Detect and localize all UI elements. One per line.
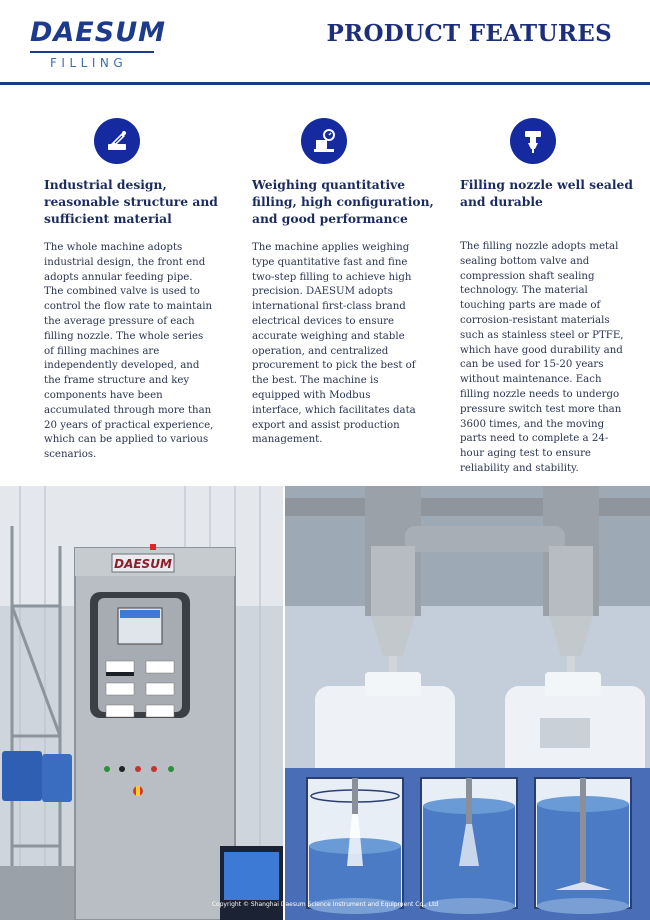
filling-nozzles-photo [285, 486, 650, 920]
feature-description: The whole machine adopts industrial design, the front end adopts annular feeding pipe. The combined valve is used to control the flow rate to maintain the average pressure of each filling nozzle. The whole series of filling machines are independently developed, and the frame structure and key components have been accumulated through more than 20 years of practical experience, which can be applied to various scenarios. [44, 242, 214, 461]
feature-title: Weighing quantitative filling, high configuration, and good performance [252, 177, 434, 226]
page-header [0, 0, 650, 86]
feature-section [0, 86, 650, 486]
logo-divider [30, 51, 154, 53]
feature-title: Industrial design, reasonable structure and sufficient material [44, 177, 218, 226]
feature-description: The filling nozzle adopts metal sealing bottom valve and compression shaft sealing technology. The material touching parts are made of corrosion-resistant materials such as stainless steel or PTFE, which have good durability and can be used for 15-20 years without maintenance. Each filling nozzle needs to undergo pressure switch test more than 3600 times, and the moving parts need to complete a 24-hour aging test to ensure reliability and stability. [460, 241, 624, 474]
brand-name: DAESUM [30, 17, 166, 48]
industrial-design-icon [94, 118, 140, 164]
copyright-notice: Copyright © Shanghai Daesum Science Instrument and Equipment Co., Ltd [211, 901, 439, 908]
product-photos [0, 486, 650, 920]
filling-nozzle-icon [510, 118, 556, 164]
control-cabinet-photo [0, 486, 283, 920]
weighing-scale-icon [301, 118, 347, 164]
feature-description: The machine applies weighing type quantitative fast and fine two-step filling to achieve high precision. DAESUM adopts international first-class brand electrical devices to ensure accurate weighing and stable operation, and centralized procurement to pick the best of the best. The machine is equipped with Modbus interface, which facilitates data export and assist production management. [252, 242, 416, 446]
feature-title: Filling nozzle well sealed and durable [460, 177, 633, 209]
brand-subtitle: FILLING [50, 56, 128, 70]
cabinet-brand-label: DAESUM [114, 557, 172, 571]
page-title: PRODUCT FEATURES [326, 20, 612, 47]
header-divider [0, 82, 650, 85]
brand-logo [30, 17, 166, 70]
